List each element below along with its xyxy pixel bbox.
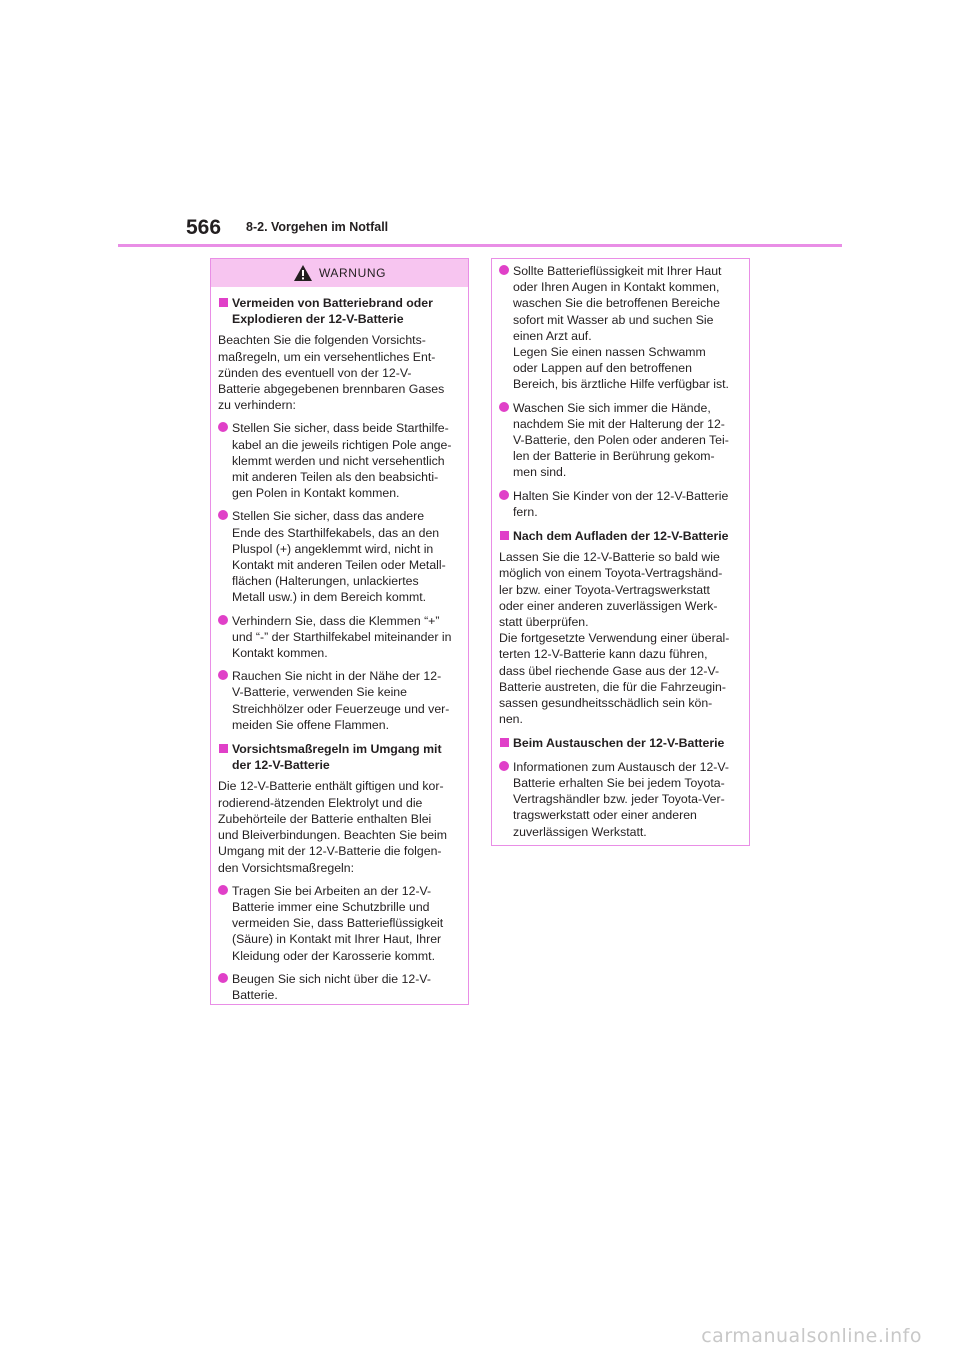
footer-watermark: carmanualsonline.info <box>701 1325 922 1347</box>
text-line: zuverlässigen Werkstatt. <box>513 824 647 839</box>
text-line: Stellen Sie sicher, dass beide Starthilfe- <box>232 421 449 436</box>
text-line: oder Ihren Augen in Kontakt kommen, <box>513 280 720 295</box>
text-line: Beugen Sie sich nicht über die 12-V- <box>232 971 431 986</box>
header-rule <box>118 244 842 247</box>
bullet-cable-end <box>218 508 461 605</box>
text-line: ler bzw. einer Toyota-Vertragswerkstatt <box>499 582 710 597</box>
warning-label: WARNUNG <box>318 266 387 280</box>
text-line: men sind. <box>513 465 567 480</box>
text-line: nen. <box>499 712 523 727</box>
page-number: 566 <box>186 216 222 239</box>
text-line: tragswerkstatt oder einer anderen <box>513 808 697 823</box>
text-line: Kleidung oder der Karosserie kommt. <box>232 948 435 963</box>
text-line: Bereich, bis ärztliche Hilfe verfügbar ist. <box>513 377 729 392</box>
warning-content-right <box>499 263 742 840</box>
text-line: Legen Sie einen nassen Schwamm <box>513 345 706 360</box>
text-line: Batterie immer eine Schutzbrille und <box>232 899 430 914</box>
text-line: gen Polen in Kontakt kommen. <box>232 486 400 501</box>
text-line: Batterie erhalten Sie bei jedem Toyota- <box>513 775 725 790</box>
text-line: Metall usw.) in dem Bereich kommt. <box>232 590 427 605</box>
warning-header <box>211 259 468 287</box>
text-line: klemmt werden und nicht versehentlich <box>232 453 445 468</box>
text-line: Sollte Batterieflüssigkeit mit Ihrer Haut <box>513 264 722 278</box>
text-line: Lassen Sie die 12-V-Batterie so bald wie <box>499 550 720 565</box>
warning-triangle-icon <box>293 264 313 282</box>
text-line: Tragen Sie bei Arbeiten an der 12-V- <box>232 883 432 898</box>
text-line: Rauchen Sie nicht in der Nähe der 12- <box>232 669 442 684</box>
text-line: Nach dem Aufladen der 12-V-Batterie <box>513 529 729 544</box>
bullet-wash-hands <box>499 400 742 481</box>
bullet-replacement-info <box>499 759 742 840</box>
text-line: Vertragshändler bzw. jeder Toyota-Ver- <box>513 792 725 807</box>
text-line: sofort mit Wasser ab und suchen Sie <box>513 312 714 327</box>
text-line: Vermeiden von Batteriebrand oder <box>232 296 433 310</box>
text-line: Kontakt kommen. <box>232 646 328 661</box>
warning-content-left <box>218 295 461 1003</box>
text-line: Stellen Sie sicher, dass das andere <box>232 509 425 524</box>
text-line: sassen gesundheitsschädlich sein kön- <box>499 696 713 711</box>
text-line: der 12-V-Batterie <box>232 758 330 773</box>
bullet-no-smoking <box>218 668 461 733</box>
text-line: V-Batterie, den Polen oder anderen Tei- <box>513 433 729 448</box>
text-line: V-Batterie, verwenden Sie keine <box>232 685 407 700</box>
text-line: (Säure) in Kontakt mit Ihrer Haut, Ihrer <box>232 932 442 947</box>
text-line: vermeiden Sie, dass Batterieflüssigkeit <box>232 916 444 931</box>
paragraph-after-charging <box>499 549 742 727</box>
text-line: Umgang mit der 12-V-Batterie die folgen- <box>218 844 442 859</box>
bullet-children <box>499 488 742 520</box>
text-line: zu verhindern: <box>218 398 296 413</box>
warning-box-right <box>491 258 750 846</box>
text-line: Informationen zum Austausch der 12-V- <box>513 759 729 774</box>
section-title: 8-2. Vorgehen im Notfall <box>246 220 389 234</box>
text-line: waschen Sie die betroffenen Bereiche <box>513 296 720 311</box>
heading-replacing-battery <box>499 735 742 751</box>
text-line: kabel an die jeweils richtigen Pole ange- <box>232 437 452 452</box>
text-line: Beim Austauschen der 12-V-Batterie <box>513 736 725 751</box>
text-line: zünden des eventuell von der 12-V- <box>218 365 412 380</box>
text-line: Beachten Sie die folgenden Vorsichts- <box>218 333 426 348</box>
text-line: Waschen Sie sich immer die Hände, <box>513 400 711 415</box>
text-line: möglich von einem Toyota-Vertragshänd- <box>499 566 723 581</box>
text-line: und “-” der Starthilfekabel miteinander in <box>232 629 452 644</box>
text-line: Batterie abgegebenen brennbaren Gases <box>218 382 445 397</box>
text-line: Die fortgesetzte Verwendung einer überal- <box>499 631 730 646</box>
text-line: meiden Sie offene Flammen. <box>232 717 389 732</box>
bullet-safety-goggles <box>218 883 461 964</box>
text-line: Zubehörteile der Batterie enthalten Blei <box>218 811 432 826</box>
text-line: Verhindern Sie, dass die Klemmen “+” <box>232 613 440 628</box>
text-line: Ende des Starthilfekabels, das an den <box>232 525 440 540</box>
text-line: flächen (Halterungen, unlackiertes <box>232 574 419 589</box>
text-line: oder einer anderen zuverlässigen Werk- <box>499 598 718 613</box>
paragraph-handling-intro <box>218 778 461 875</box>
text-line: einen Arzt auf. <box>513 328 592 343</box>
text-line: dass übel riechende Gase aus der 12-V- <box>499 663 720 678</box>
text-line: Halten Sie Kinder von der 12-V-Batterie <box>513 488 729 503</box>
text-line: Explodieren der 12-V-Batterie <box>232 312 404 327</box>
heading-handling-precautions <box>218 741 461 773</box>
text-line: terten 12-V-Batterie kann dazu führen, <box>499 647 708 662</box>
text-line: maßregeln, um ein versehentliches Ent- <box>218 349 436 364</box>
text-line: und Bleiverbindungen. Beachten Sie beim <box>218 828 448 843</box>
text-line: Streichhölzer oder Feuerzeuge und ver- <box>232 701 450 716</box>
text-line: statt überprüfen. <box>499 615 589 630</box>
bullet-do-not-lean <box>218 971 461 1003</box>
heading-battery-fire <box>218 295 461 327</box>
heading-after-charging <box>499 528 742 544</box>
text-line: fern. <box>513 504 538 519</box>
text-line: Vorsichtsmaßregeln im Umgang mit <box>232 742 442 757</box>
paragraph-fire-intro <box>218 332 461 413</box>
text-line: mit anderen Teilen als den beabsichti- <box>232 470 439 485</box>
text-line: rodierend-ätzenden Elektrolyt und die <box>218 795 423 810</box>
text-line: oder Lappen auf den betroffenen <box>513 361 692 376</box>
bullet-cable-poles <box>218 420 461 501</box>
bullet-acid-contact <box>499 263 742 393</box>
text-line: Die 12-V-Batterie enthält giftigen und kor- <box>218 779 444 794</box>
text-line: Batterie. <box>232 987 278 1002</box>
text-line: len der Batterie in Berührung gekom- <box>513 449 715 464</box>
warning-box-left <box>210 258 469 1005</box>
bullet-clamps <box>218 613 461 662</box>
text-line: Kontakt mit anderen Teilen oder Metall- <box>232 558 446 573</box>
text-line: den Vorsichtsmaßregeln: <box>218 860 355 875</box>
text-line: nachdem Sie mit der Halterung der 12- <box>513 416 725 431</box>
text-line: Pluspol (+) angeklemmt wird, nicht in <box>232 541 434 556</box>
text-line: Batterie austreten, die für die Fahrzeugin- <box>499 679 726 694</box>
